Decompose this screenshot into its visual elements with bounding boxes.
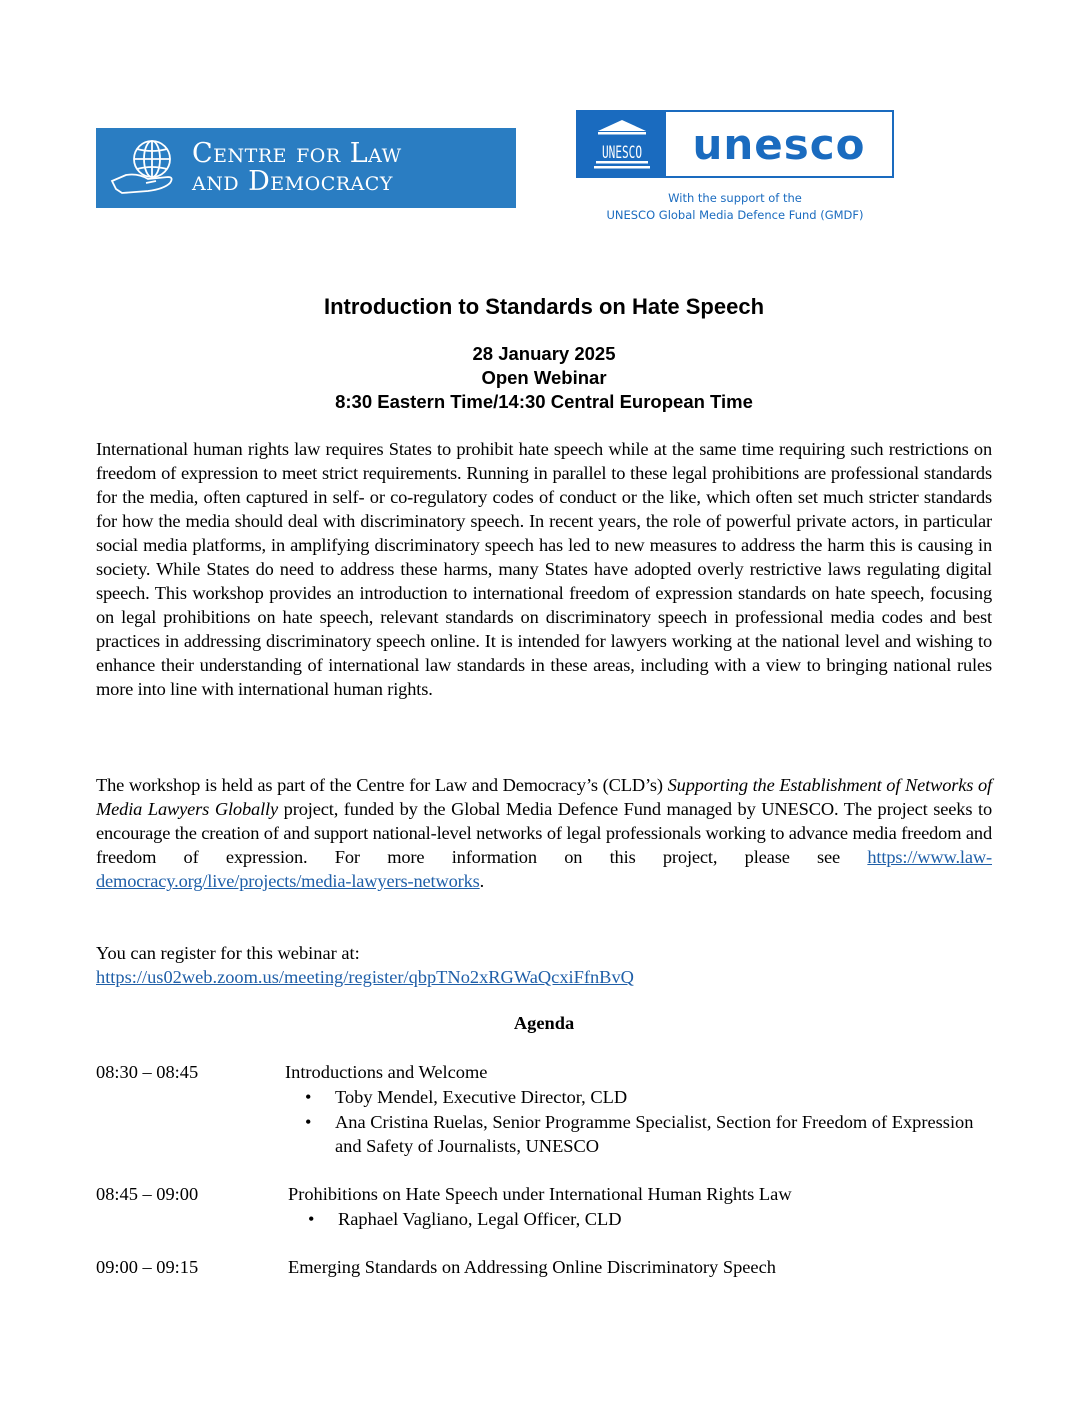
bullet-icon: • <box>308 1209 315 1229</box>
speaker-item <box>288 1207 988 1232</box>
support-line-2: UNESCO Global Media Defence Fund (GMDF) <box>606 208 864 222</box>
speaker-list <box>288 1207 988 1232</box>
agenda-time: 08:45 – 09:00 <box>96 1184 199 1204</box>
cld-logo <box>96 128 516 208</box>
unesco-support-caption <box>576 190 894 224</box>
speaker-name: Toby Mendel, Executive Director, CLD <box>335 1087 628 1107</box>
project-text-end: . <box>479 871 485 891</box>
cld-logo-line-1: Centre for Law <box>192 137 402 169</box>
speaker-item <box>285 1085 985 1110</box>
event-date: 28 January 2025 <box>472 343 616 364</box>
agenda-time: 09:00 – 09:15 <box>96 1257 199 1277</box>
project-text-1: The workshop is held as part of the Centre for Law and Democracy’s (CLD’s) <box>96 775 668 795</box>
page-title: Introduction to Standards on Hate Speech <box>323 294 765 319</box>
event-time: 8:30 Eastern Time/14:30 Central European Time <box>335 391 753 412</box>
speaker-list <box>285 1085 985 1159</box>
support-line-1: With the support of the <box>668 191 802 205</box>
project-text-2: project, funded by the Global Media Defence Fund managed by UNESCO. The project seeks to encourage the creation of and support national-level networks of legal professionals working to advance media freedom and freedom of expression. For more information on this project, please see <box>96 799 992 867</box>
agenda-topic: Prohibitions on Hate Speech under International Human Rights Law <box>288 1184 792 1204</box>
intro-paragraph: International human rights law requires States to prohibit hate speech while at the same time requiring such restrictions on freedom of expression to meet strict requirements. Running in parallel to these legal prohibitions are professional standards for the media, often captured in self- or co-regulatory codes of conduct or the like, which often set much stricter standards for how the media should deal with discriminatory speech. In recent years, the role of powerful private actors, in particular social media platforms, in amplifying discriminatory speech has led to new measures to address the harm this is causing in society. While States do need to address these harms, many States have adopted overly restrictive laws regulating digital speech. This workshop provides an introduction to international freedom of expression standards on hate speech, focusing on legal prohibitions on hate speech, relevant standards on discriminatory speech in professional media codes and best practices in addressing discriminatory speech online. It is intended for lawyers working at the national level and wishing to enhance their understanding of international law standards in these areas, including with a view to bringing national rules more into line with international human rights. <box>96 439 992 699</box>
project-name: Supporting the Establishment of Networks of Media Lawyers Globally <box>96 775 993 819</box>
project-paragraph <box>96 773 992 893</box>
unesco-logo <box>576 110 894 178</box>
project-link[interactable]: https://www.law-democracy.org/live/projects/media-lawyers-networks <box>96 847 992 891</box>
speaker-name: Ana Cristina Ruelas, Senior Programme Specialist, Section for Freedom of Expression and Safety of Journalists, UNESCO <box>335 1111 974 1156</box>
event-format: Open Webinar <box>481 367 607 388</box>
cld-logo-line-2: and Democracy <box>192 166 393 197</box>
agenda-heading: Agenda <box>513 1013 575 1033</box>
speaker-name: Raphael Vagliano, Legal Officer, CLD <box>338 1209 622 1229</box>
bullet-icon: • <box>305 1087 312 1107</box>
globe-in-hand-icon <box>108 135 188 201</box>
bullet-icon: • <box>305 1111 312 1132</box>
event-details <box>0 342 1088 414</box>
unesco-temple-icon <box>578 112 666 176</box>
registration-link[interactable]: https://us02web.zoom.us/meeting/register/qbpTNo2xRGWaQcxiFfnBvQ <box>96 967 634 987</box>
registration-label: You can register for this webinar at: <box>96 943 360 963</box>
registration-block <box>96 941 992 989</box>
agenda-time: 08:30 – 08:45 <box>96 1062 199 1082</box>
unesco-wordmark: unesco <box>692 119 866 169</box>
agenda-topic: Introductions and Welcome <box>285 1062 488 1082</box>
unesco-emblem-text: UNESCO <box>602 143 642 163</box>
agenda-topic: Emerging Standards on Addressing Online Discriminatory Speech <box>288 1257 776 1277</box>
speaker-item <box>285 1110 985 1159</box>
